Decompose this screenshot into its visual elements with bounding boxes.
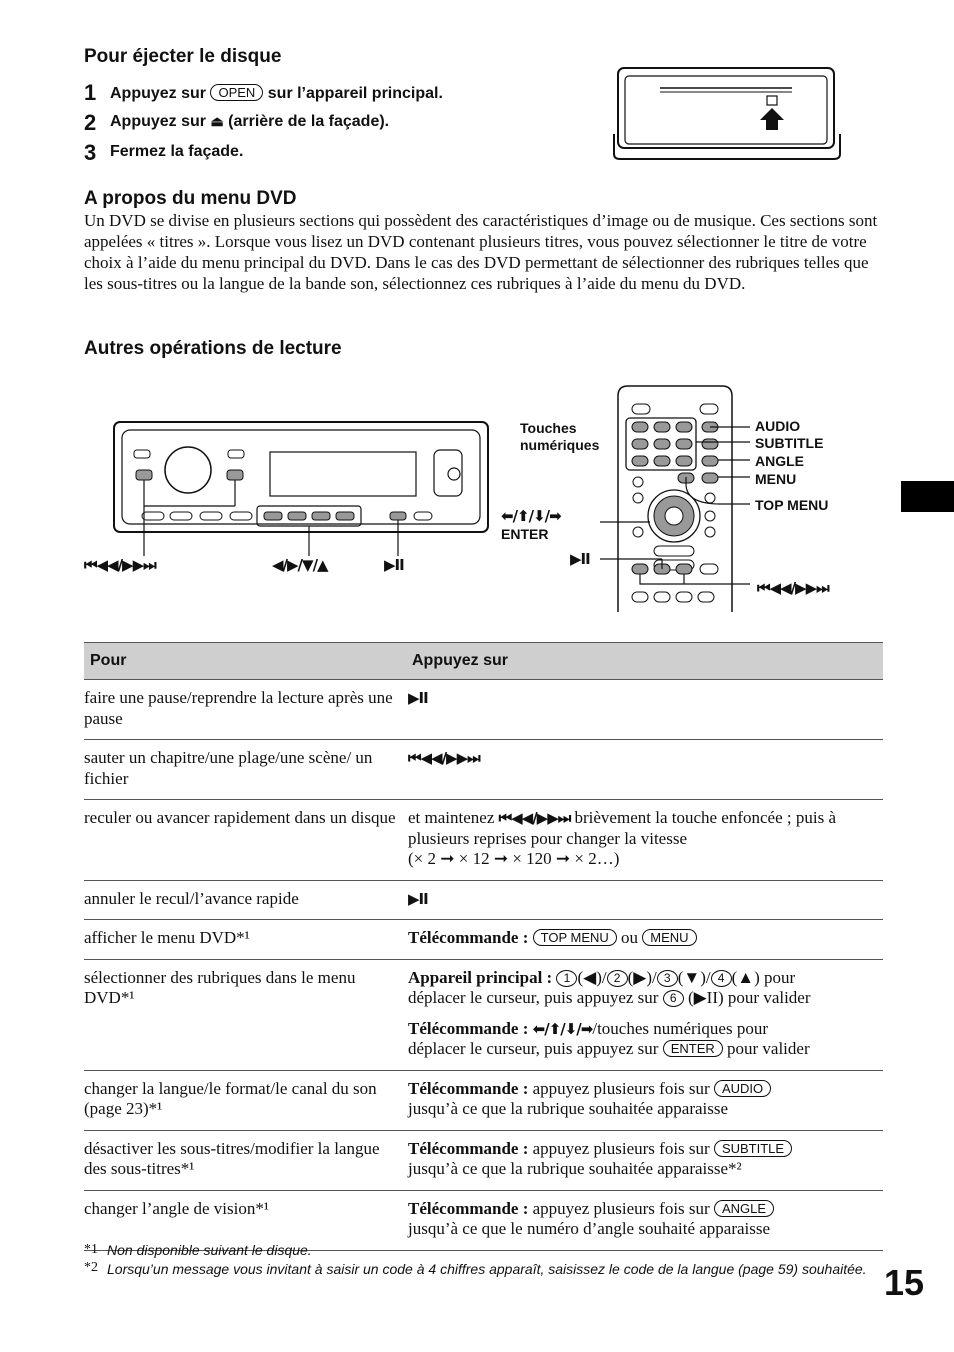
row-press	[408, 1070, 883, 1130]
remote-arrows-label: ⬅/⬆/⬇/➡	[501, 507, 561, 525]
press-text: brièvement la touche enfoncée ; puis à plusieurs reprises pour changer la vitesse	[408, 808, 836, 848]
unit-prev-next-label: ⏮◀◀/▶▶⏭	[84, 556, 156, 574]
remote-enter-label: ENTER	[501, 526, 549, 542]
row-press	[408, 959, 883, 1070]
table-row	[84, 680, 883, 740]
angle-key: ANGLE	[714, 1200, 774, 1217]
table-row	[84, 800, 883, 881]
step-2-number: 2	[84, 110, 97, 135]
press-text: appuyez plusieurs fois sur	[532, 1138, 710, 1158]
play-pause-symbol: ▶II	[408, 889, 428, 908]
footnote-1: Non disponible suivant le disque.	[107, 1242, 312, 1258]
press-text: (▲) pour	[731, 967, 796, 987]
table-row	[84, 1130, 883, 1190]
table-row	[84, 880, 883, 920]
open-key: OPEN	[210, 84, 263, 101]
remote-play-pause-label: ▶II	[570, 550, 590, 568]
remote-prefix: Télécommande :	[408, 1078, 529, 1098]
key-2: 2	[607, 970, 628, 987]
table-row	[84, 1070, 883, 1130]
remote-prefix: Télécommande :	[408, 1138, 529, 1158]
menu-key: MENU	[642, 929, 696, 946]
eject-icon: ⏏	[210, 113, 224, 129]
table-header-row	[84, 643, 883, 680]
press-text: jusqu’à ce que la rubrique souhaitée apparaisse*²	[408, 1159, 742, 1178]
footnote-1-mark: *1	[84, 1242, 98, 1257]
press-text: déplacer le curseur, puis appuyez sur	[408, 988, 659, 1007]
step-3-text: Fermez la façade.	[110, 143, 244, 160]
subtitle-key: SUBTITLE	[714, 1140, 792, 1157]
remote-prefix: Télécommande :	[408, 1018, 529, 1038]
main-unit-prefix: Appareil principal :	[408, 967, 553, 987]
press-text: jusqu’à ce que le numéro d’angle souhaité apparaisse	[408, 1219, 771, 1238]
press-text: (◀)/	[577, 967, 607, 987]
row-press	[408, 1130, 883, 1190]
remote-menu-label: MENU	[755, 471, 797, 487]
table-row	[84, 1190, 883, 1250]
row-press	[408, 920, 883, 960]
row-press	[408, 800, 883, 881]
remote-angle-label: ANGLE	[755, 453, 804, 469]
row-action: sauter un chapitre/une plage/une scène/ un fichier	[84, 740, 408, 800]
remote-prefix: Télécommande :	[408, 1198, 529, 1218]
remote-subtitle-label: SUBTITLE	[755, 435, 824, 451]
speed-sequence: (× 2 ➞ × 12 ➞ × 120 ➞ × 2…)	[408, 849, 620, 868]
row-action: changer l’angle de vision*¹	[84, 1190, 408, 1250]
row-press	[408, 1190, 883, 1250]
step-1-b: sur l’appareil principal.	[267, 85, 443, 102]
unit-play-pause-label: ▶II	[384, 556, 404, 574]
remote-prefix: Télécommande :	[408, 928, 529, 947]
section-tab	[901, 481, 954, 512]
press-text: (▶)/	[627, 967, 657, 987]
prev-next-symbol: ⏮◀◀/▶▶⏭	[408, 749, 480, 767]
key-6: 6	[663, 990, 684, 1007]
press-text: pour valider	[727, 1039, 810, 1058]
table-row	[84, 959, 883, 1070]
key-3: 3	[657, 970, 678, 987]
step-3-number: 3	[84, 140, 97, 165]
step-1-text	[110, 84, 443, 103]
operations-table	[84, 642, 883, 1251]
header-appuyez: Appuyez sur	[408, 643, 883, 680]
other-ops-title: Autres opérations de lecture	[84, 338, 342, 359]
press-text: /touches numériques pour	[592, 1018, 768, 1038]
row-action: afficher le menu DVD*¹	[84, 920, 408, 960]
row-action: sélectionner des rubriques dans le menu DVD*¹	[84, 959, 408, 1070]
page-number: 15	[884, 1262, 925, 1303]
footnote-2: Lorsqu’un message vous invitant à saisir un code à 4 chiffres apparaît, saisissez le code de la langue (page 59) souhaitée.	[107, 1261, 867, 1277]
remote-top-menu-label: TOP MENU	[755, 497, 829, 513]
table-row	[84, 920, 883, 960]
arrow-keys-symbol: ⬅/⬆/⬇/➡	[532, 1019, 593, 1038]
row-action: changer la langue/le format/le canal du son (page 23)*¹	[84, 1070, 408, 1130]
press-text: (▼)/	[677, 967, 711, 987]
step-1-a: Appuyez sur	[110, 85, 207, 102]
remote-numeric-keys-label: Touches numériques	[520, 420, 600, 453]
header-pour: Pour	[84, 643, 408, 680]
dvd-menu-title: A propos du menu DVD	[84, 188, 297, 209]
remote-audio-label: AUDIO	[755, 418, 801, 434]
row-action: annuler le recul/l’avance rapide	[84, 880, 408, 920]
eject-title: Pour éjecter le disque	[84, 46, 282, 67]
press-text: (▶II) pour valider	[687, 988, 811, 1007]
enter-key: ENTER	[663, 1040, 723, 1057]
press-text: déplacer le curseur, puis appuyez sur	[408, 1039, 659, 1058]
step-2-b: (arrière de la façade).	[228, 113, 390, 130]
prev-next-symbol: ⏮◀◀/▶▶⏭	[498, 809, 571, 827]
press-text: appuyez plusieurs fois sur	[532, 1078, 710, 1098]
press-text: appuyez plusieurs fois sur	[532, 1198, 710, 1218]
row-action: reculer ou avancer rapidement dans un disque	[84, 800, 408, 881]
row-action: désactiver les sous-titres/modifier la langue des sous-titres*¹	[84, 1130, 408, 1190]
key-4: 4	[711, 970, 732, 987]
dvd-menu-paragraph: Un DVD se divise en plusieurs sections qui possèdent des caractéristiques d’image ou de musique. Ces sections sont appelées « titres ». Lorsque vous lisez un DVD contenant plusieurs titres, vous pouvez sélectionner le titre de votre choix à l’aide du menu principal du DVD. Dans le cas des DVD permettant de sélectionner des rubriques telles que les sous-titres ou la langue de la bande son, sélectionnez ces rubriques à l’aide du menu du DVD.	[84, 211, 878, 293]
audio-key: AUDIO	[714, 1080, 771, 1097]
top-menu-key: TOP MENU	[533, 929, 617, 946]
step-2-a: Appuyez sur	[110, 113, 207, 130]
remote-illustration	[600, 384, 750, 614]
press-text: ou	[621, 928, 639, 947]
remote-prev-next-label: ⏮◀◀/▶▶⏭	[757, 579, 829, 597]
unit-arrows-label: ◀/▶/▼/▲	[272, 556, 328, 574]
row-action: faire une pause/reprendre la lecture après une pause	[84, 680, 408, 740]
key-1: 1	[556, 970, 577, 987]
faceplate-illustration	[612, 64, 844, 164]
step-1-number: 1	[84, 80, 97, 105]
play-pause-symbol: ▶II	[408, 689, 428, 707]
press-text: jusqu’à ce que la rubrique souhaitée apparaisse	[408, 1099, 729, 1118]
press-text: et maintenez	[408, 808, 495, 827]
footnote-2-mark: *2	[84, 1260, 98, 1275]
table-row	[84, 740, 883, 800]
step-2-text	[110, 113, 389, 131]
